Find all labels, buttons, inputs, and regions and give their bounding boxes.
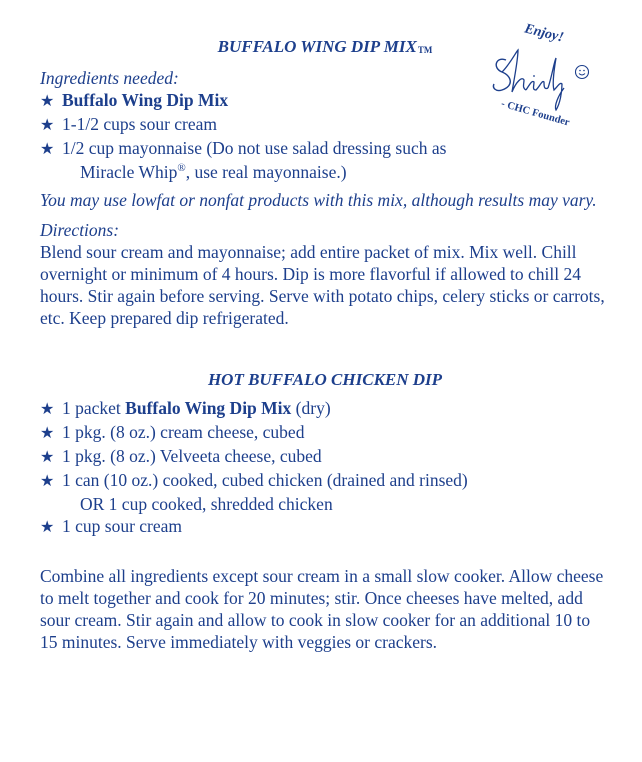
dip-mix-ingredients-list <box>40 89 610 183</box>
star-icon: ★ <box>40 93 55 110</box>
chicken-dip-title: HOT BUFFALO CHICKEN DIP <box>207 370 443 389</box>
list-item: ★ 1 pkg. (8 oz.) cream cheese, cubed <box>40 421 610 445</box>
list-item: ★ 1 pkg. (8 oz.) Velveeta cheese, cubed <box>40 445 610 469</box>
star-icon: ★ <box>40 473 55 490</box>
recipe-content <box>40 36 610 653</box>
directions-heading: Directions: <box>40 220 120 240</box>
chicken-dip-directions: Combine all ingredients except sour cream in a small slow cooker. Allow cheese to melt together and cook for 20 minutes; stir. Once cheeses have melted, add sour cream. Stir again and allow to cook in slow cooker for an additional 10 to 15 minutes. Serve immediately with veggies or crackers. <box>40 566 604 652</box>
star-icon: ★ <box>40 449 55 466</box>
dip-mix-directions: Blend sour cream and mayonnaise; add entire packet of mix. Mix well. Chill overnight or minimum of 4 hours. Dip is more flavorful if allowed to chill 24 hours. Stir again before serving. Serve with potato chips, celery sticks or carrots, etc. Keep prepared dip refrigerated. <box>40 242 605 328</box>
star-icon: ★ <box>40 141 55 158</box>
trademark-mark: TM <box>417 45 433 55</box>
enjoy-text: Enjoy! <box>522 21 566 46</box>
list-item: ★ 1 packet Buffalo Wing Dip Mix (dry) <box>40 397 610 421</box>
star-icon: ★ <box>40 117 55 134</box>
dip-mix-title: BUFFALO WING DIP MIXTM <box>217 37 433 56</box>
lowfat-note: You may use lowfat or nonfat products with this mix, although results may vary. <box>40 190 597 210</box>
list-item: ★ Buffalo Wing Dip Mix <box>40 89 610 113</box>
founder-credit: - CHC Founder <box>499 98 571 129</box>
ingredients-heading: Ingredients needed: <box>40 68 179 88</box>
list-item: ★ 1/2 cup mayonnaise (Do not use salad dressing such as Miracle Whip®, use real mayonnaise.) <box>40 137 610 183</box>
star-icon: ★ <box>40 519 55 536</box>
list-item: ★ 1 can (10 oz.) cooked, cubed chicken (drained and rinsed) OR 1 cup cooked, shredded chicken <box>40 469 610 515</box>
star-icon: ★ <box>40 425 55 442</box>
list-item: ★ 1-1/2 cups sour cream <box>40 113 610 137</box>
ingredient-continuation: Miracle Whip®, use real mayonnaise.) <box>80 162 347 182</box>
chicken-dip-ingredients-list <box>40 397 610 539</box>
star-icon: ★ <box>40 401 55 418</box>
registered-mark: ® <box>177 162 186 175</box>
ingredient-continuation: OR 1 cup cooked, shredded chicken <box>80 494 333 514</box>
list-item: ★ 1 cup sour cream <box>40 515 610 539</box>
